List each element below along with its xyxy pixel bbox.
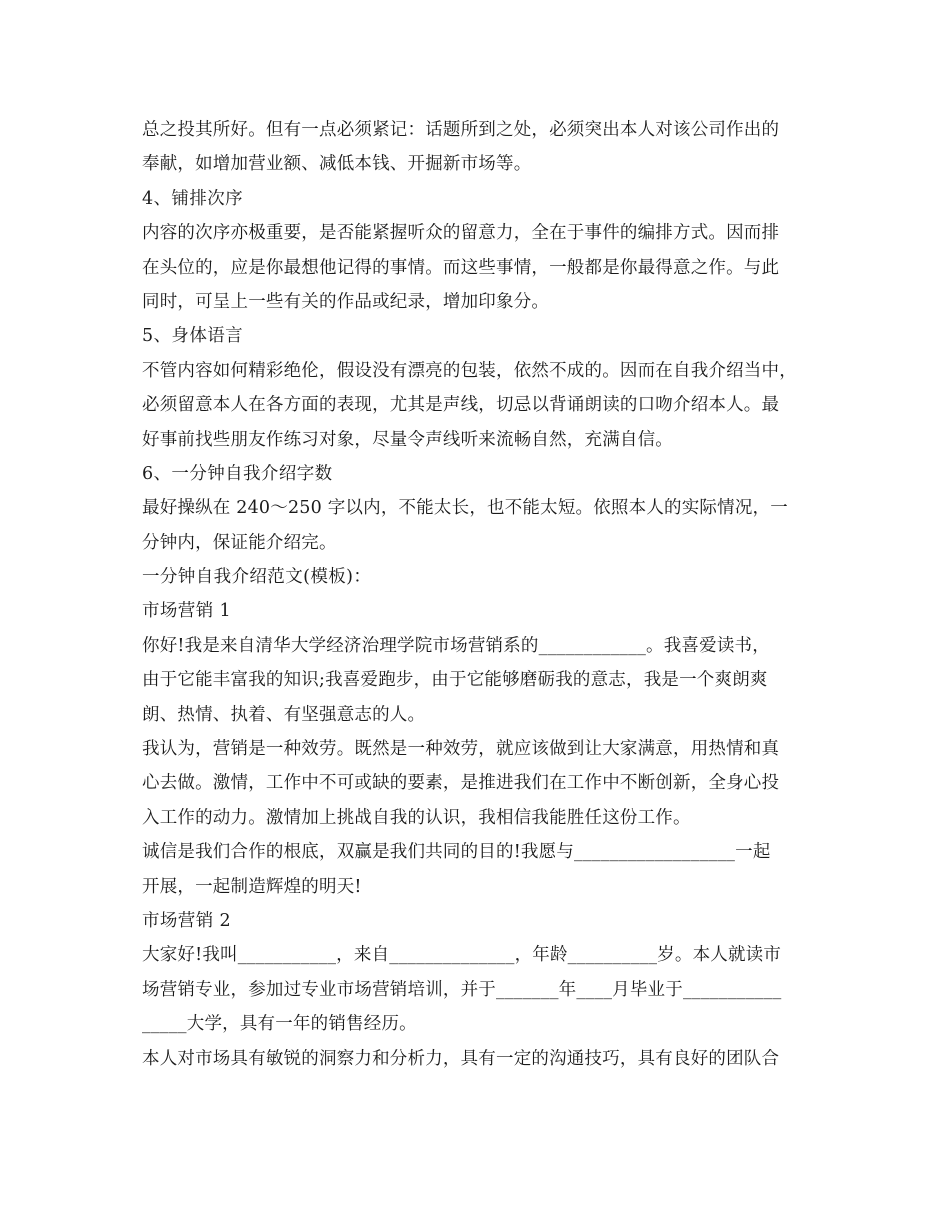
paragraph-line: 大家好!我叫___________，来自______________，年龄__________岁。本人就读市	[142, 945, 782, 966]
paragraph-line: 诚信是我们合作的根底，双赢是我们共同的目的!我愿与__________________一起	[142, 842, 771, 863]
paragraph-line: 必须留意本人在各方面的表现，尤其是声线，切忌以背诵朗读的口吻介绍本人。最	[142, 395, 780, 416]
paragraph-line: 好事前找些朋友作练习对象，尽量令声线听来流畅自然，充满自信。	[142, 429, 673, 450]
paragraph-line: 入工作的动力。激情加上挑战自我的认识，我相信我能胜任这份工作。	[142, 807, 691, 828]
section-heading: 6、一分钟自我介绍字数	[142, 463, 333, 484]
section-heading: 5、身体语言	[142, 326, 244, 347]
paragraph-line: 内容的次序亦极重要，是否能紧握听众的留意力，全在于事件的编排方式。因而排	[142, 223, 780, 244]
paragraph-line: 最好操纵在 240～250 字以内，不能太长，也不能太短。依照本人的实际情况，一	[142, 498, 788, 519]
section-heading: 一分钟自我介绍范文(模板)：	[142, 567, 372, 588]
paragraph-line: 心去做。激情，工作中不可或缺的要素，是推进我们在工作中不断创新，全身心投	[142, 773, 780, 794]
section-heading: 4、铺排次序	[142, 188, 244, 209]
paragraph-line: 本人对市场具有敏锐的洞察力和分析力，具有一定的沟通技巧，具有良好的团队合	[142, 1048, 780, 1069]
document-body	[142, 113, 814, 1076]
section-heading: 市场营销 2	[142, 910, 232, 931]
paragraph-line: 场营销专业，参加过专业市场营销培训，并于_______年____月毕业于___________	[142, 979, 782, 1000]
paragraph-line: _____大学，具有一年的销售经历。	[142, 1014, 417, 1035]
paragraph-line: 我认为，营销是一种效劳。既然是一种效劳，就应该做到让大家满意，用热情和真	[142, 739, 780, 760]
paragraph-line: 总之投其所好。但有一点必须紧记：话题所到之处，必须突出本人对该公司作出的	[142, 120, 780, 140]
paragraph-line: 在头位的，应是你最想他记得的事情。而这些事情，一般都是你最得意之作。与此	[142, 257, 780, 278]
paragraph-line: 不管内容如何精彩绝伦，假设没有漂亮的包装，依然不成的。因而在自我介绍当中，	[142, 360, 797, 381]
paragraph-line: 你好!我是来自清华大学经济治理学院市场营销系的____________。我喜爱读书，	[142, 635, 770, 656]
paragraph-line: 分钟内，保证能介绍完。	[142, 532, 337, 553]
paragraph-line: 奉献，如增加营业额、减低本钱、开掘新市场等。	[142, 154, 532, 175]
section-heading: 市场营销 1	[142, 601, 232, 622]
paragraph-line: 同时，可呈上一些有关的作品或纪录，增加印象分。	[142, 291, 550, 312]
paragraph-line: 开展，一起制造辉煌的明天!	[142, 876, 362, 897]
paragraph-line: 由于它能丰富我的知识;我喜爱跑步，由于它能够磨砺我的意志，我是一个爽朗爽	[142, 670, 768, 691]
paragraph-line: 朗、热情、执着、有坚强意志的人。	[142, 704, 426, 725]
